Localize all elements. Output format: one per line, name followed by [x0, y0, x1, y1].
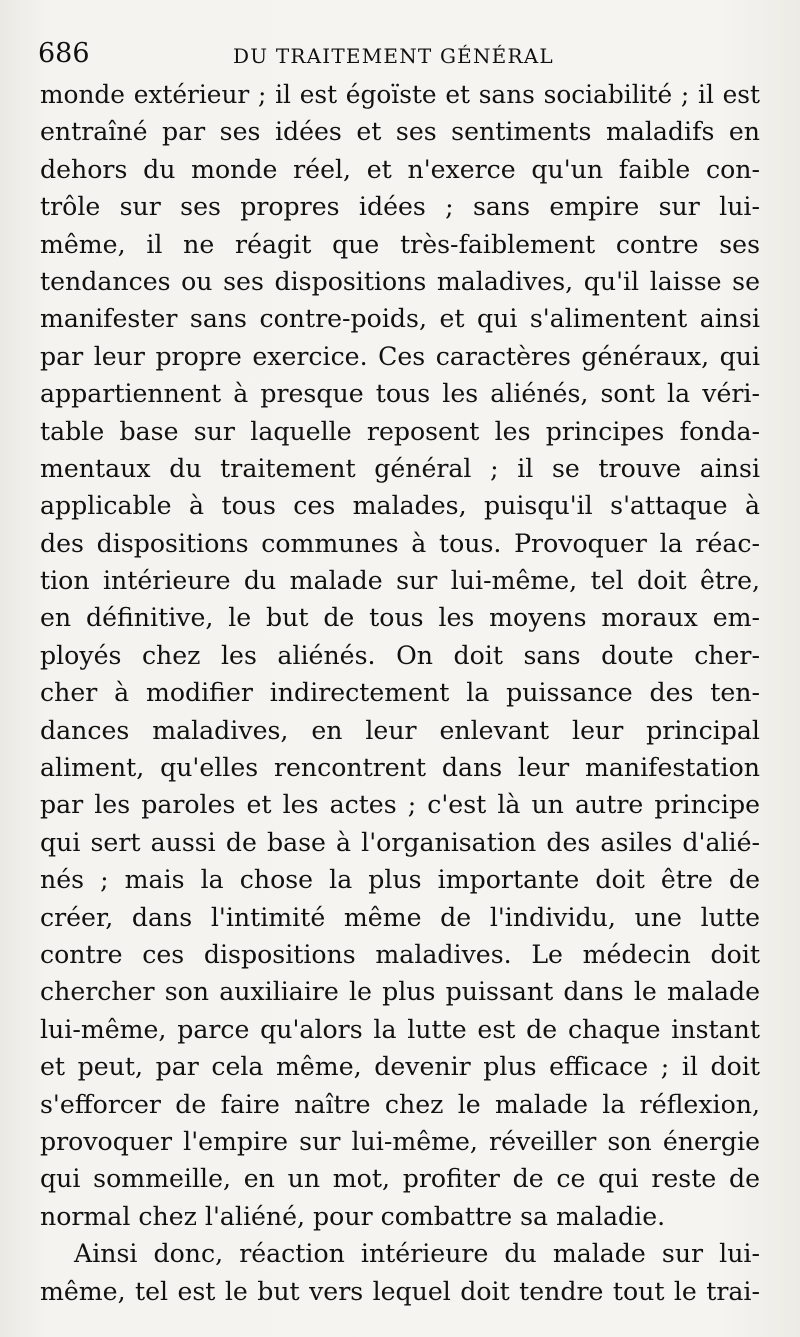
text-line: monde extérieur ; il est égoïste et sans sociabilité ; il est [40, 80, 760, 109]
text-line: trôle sur ses propres idées ; sans empire sur lui- [40, 192, 760, 222]
text-line: ployés chez les aliénés. On doit sans doute cher- [40, 640, 760, 670]
text-line: par les paroles et les actes ; c'est là un autre principe [40, 790, 760, 820]
text-line: lui-même, parce qu'alors la lutte est de chaque instant [40, 1014, 760, 1044]
text-line: chercher son auxiliaire le plus puissant dans le malade [40, 977, 760, 1007]
text-line: qui sommeille, en un mot, profiter de ce qui reste de [40, 1164, 760, 1194]
text-line: entraîné par ses idées et ses sentiments maladifs en [40, 117, 760, 147]
text-line: s'efforcer de faire naître chez le malade la réflexion, [40, 1089, 760, 1119]
text-line: par leur propre exercice. Ces caractères généraux, qui [40, 341, 760, 371]
page-header [38, 34, 778, 74]
text-line: cher à modifier indirectement la puissance des ten- [40, 678, 760, 708]
text-line: même, tel est le but vers lequel doit tendre tout le trai- [40, 1276, 760, 1306]
text-line: table base sur laquelle reposent les principes fonda- [40, 416, 760, 446]
text-line: appartiennent à presque tous les aliénés, sont la véri- [40, 379, 760, 409]
text-line: applicable à tous ces malades, puisqu'il s'attaque à [40, 491, 760, 521]
text-line: créer, dans l'intimité même de l'individu, une lutte [40, 902, 760, 932]
body-text [40, 76, 760, 1310]
running-title: DU TRAITEMENT GÉNÉRAL [233, 44, 554, 68]
page-number: 686 [38, 38, 90, 69]
text-line: manifester sans contre-poids, et qui s'alimentent ainsi [40, 304, 760, 334]
text-line: dances maladives, en leur enlevant leur principal [40, 715, 760, 745]
text-line: dehors du monde réel, et n'exerce qu'un faible con- [40, 154, 760, 184]
text-line: contre ces dispositions maladives. Le médecin doit [40, 939, 760, 969]
paragraph-end-line: normal chez l'aliéné, pour combattre sa maladie. [40, 1201, 666, 1231]
text-line: et peut, par cela même, devenir plus efficace ; il doit [40, 1052, 760, 1082]
text-line: des dispositions communes à tous. Provoquer la réac- [40, 528, 760, 558]
text-line: tion intérieure du malade sur lui-même, tel doit être, [40, 566, 760, 596]
text-line: qui sert aussi de base à l'organisation des asiles d'alié- [40, 827, 760, 857]
text-line: mentaux du traitement général ; il se trouve ainsi [40, 453, 760, 483]
text-line: provoquer l'empire sur lui-même, réveiller son énergie [40, 1126, 760, 1156]
text-line: même, il ne réagit que très-faiblement contre ses [40, 229, 760, 259]
text-line: aliment, qu'elles rencontrent dans leur manifestation [40, 753, 760, 783]
text-line: en définitive, le but de tous les moyens moraux em- [40, 603, 760, 633]
text-line: nés ; mais la chose la plus importante doit être de [40, 865, 760, 895]
paragraph-start-line: Ainsi donc, réaction intérieure du malade sur lui- [74, 1239, 760, 1269]
text-line: tendances ou ses dispositions maladives, qu'il laisse se [40, 266, 760, 296]
